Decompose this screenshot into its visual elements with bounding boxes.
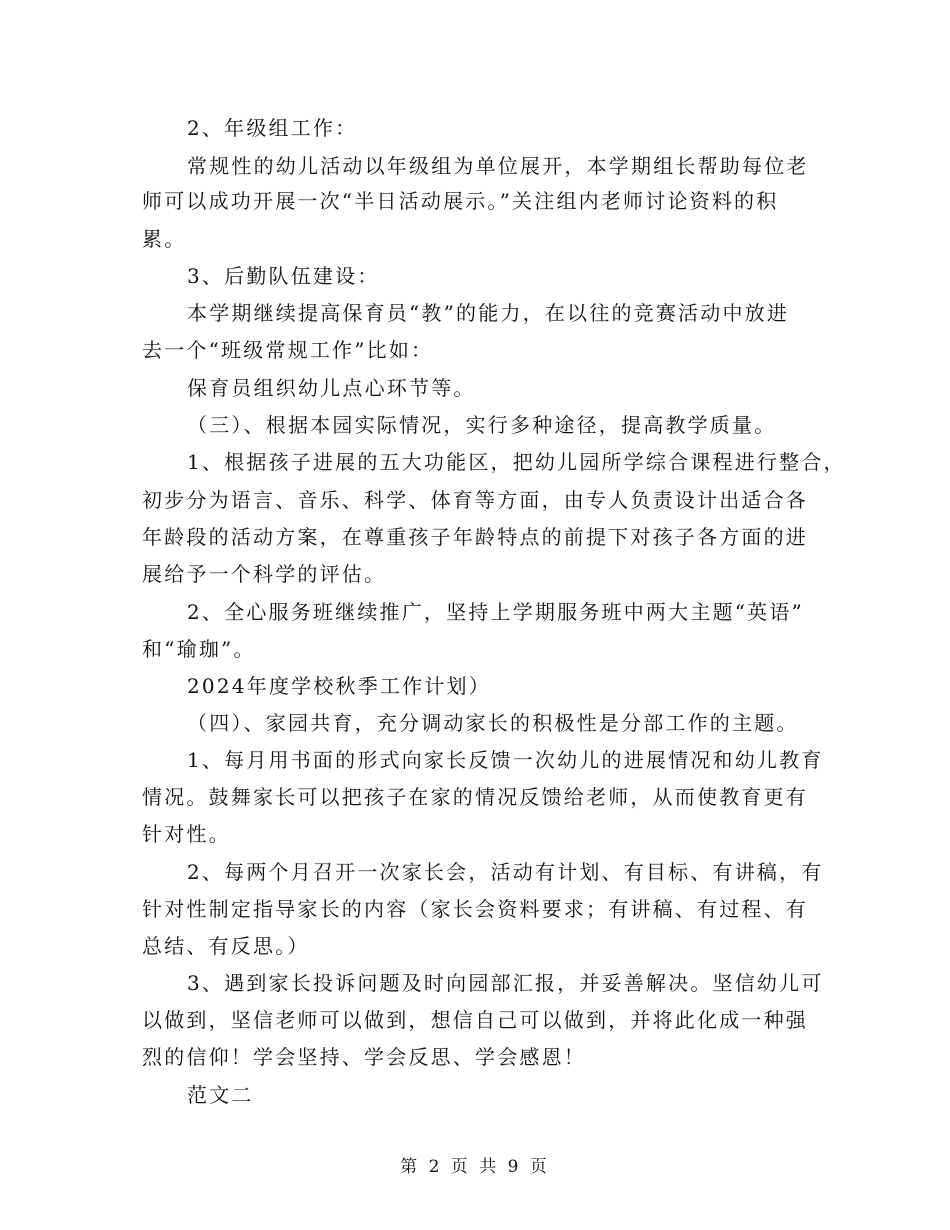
paragraph-line: 针对性制定指导家长的内容（家长会资料要求；有讲稿、有过程、有 bbox=[142, 897, 808, 921]
section-heading-four: （四）、家园共育，充分调动家长的积极性是分部工作的主题。 bbox=[187, 711, 799, 735]
heading-logistics: 3、后勤队伍建设： bbox=[187, 264, 380, 288]
paragraph-line: 烈的信仰！学会坚持、学会反思、学会感恩！ bbox=[142, 1045, 586, 1069]
paragraph-line: 和“瑜珈”。 bbox=[142, 637, 256, 661]
paragraph-line: 师可以成功开展一次“半日活动展示。”关注组内老师讨论资料的积 bbox=[142, 189, 779, 213]
paragraph-line: 年龄段的活动方案，在尊重孩子年龄特点的前提下对孩子各方面的进 bbox=[142, 525, 808, 549]
paragraph-line: 本学期继续提高保育员“教”的能力，在以往的竞赛活动中放进 bbox=[187, 301, 790, 325]
page-number-footer: 第 2 页 共 9 页 bbox=[400, 1157, 550, 1177]
interjected-title: 2024年度学校秋季工作计划） bbox=[187, 674, 491, 698]
paragraph-line: 展给予一个科学的评估。 bbox=[142, 562, 387, 586]
section-heading-example-two: 范文二 bbox=[187, 1083, 254, 1107]
paragraph-line: 针对性。 bbox=[142, 822, 231, 846]
paragraph-line: 1、根据孩子进展的五大功能区，把幼儿园所学综合课程进行整合， bbox=[187, 450, 846, 474]
paragraph-line: 2、每两个月召开一次家长会，活动有计划、有目标、有讲稿，有 bbox=[187, 860, 824, 884]
paragraph-line: 1、每月用书面的形式向家长反馈一次幼儿的进展情况和幼儿教育 bbox=[187, 748, 824, 772]
paragraph-line: 累。 bbox=[142, 227, 187, 251]
paragraph-line: 去一个“班级常规工作”比如： bbox=[142, 338, 434, 362]
paragraph-line: 以做到，坚信老师可以做到，想信自己可以做到，并将此化成一种强 bbox=[142, 1008, 808, 1032]
paragraph-line: 情况。鼓舞家长可以把孩子在家的情况反馈给老师，从而使教育更有 bbox=[142, 785, 808, 809]
paragraph-line: 2、全心服务班继续推广，坚持上学期服务班中两大主题“英语” bbox=[187, 600, 804, 624]
paragraph-line: 保育员组织幼儿点心环节等。 bbox=[187, 376, 476, 400]
section-heading-three: （三）、根据本园实际情况，实行多种途径，提高教学质量。 bbox=[187, 413, 777, 437]
paragraph-line: 3、遇到家长投诉问题及时向园部汇报，并妥善解决。坚信幼儿可 bbox=[187, 971, 824, 995]
heading-grade-group: 2、年级组工作： bbox=[187, 116, 358, 140]
paragraph-line: 总结、有反思。） bbox=[142, 934, 310, 958]
paragraph-line: 常规性的幼儿活动以年级组为单位展开，本学期组长帮助每位老 bbox=[187, 154, 809, 178]
paragraph-line: 初步分为语言、音乐、科学、体育等方面，由专人负责设计出适合各 bbox=[142, 488, 808, 512]
